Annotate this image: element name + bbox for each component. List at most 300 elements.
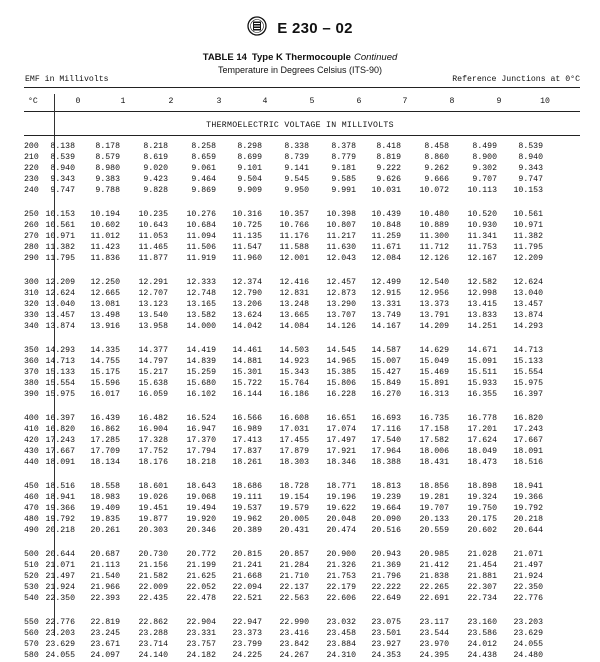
voltage-cell: 18.983	[90, 493, 120, 502]
voltage-cell: 23.160	[467, 618, 497, 627]
voltage-cell: 22.137	[279, 583, 309, 592]
voltage-cell: 17.328	[138, 436, 168, 445]
voltage-cell: 20.389	[232, 526, 262, 535]
voltage-cell: 15.933	[467, 379, 497, 388]
voltage-cell: 10.113	[467, 186, 497, 195]
voltage-cell: 21.838	[419, 572, 449, 581]
voltage-cell: 21.924	[513, 572, 543, 581]
voltage-cell: 15.554	[513, 368, 543, 377]
voltage-cell: 23.203	[45, 629, 75, 638]
voltage-cell: 12.416	[279, 278, 309, 287]
voltage-cell: 22.094	[232, 583, 262, 592]
voltage-cell: 8.579	[95, 153, 120, 162]
voltage-cell: 12.291	[138, 278, 168, 287]
row-temperature: 390	[24, 390, 39, 399]
voltage-cell: 21.796	[371, 572, 401, 581]
voltage-cell: 22.734	[467, 594, 497, 603]
voltage-cell: 9.383	[95, 175, 120, 184]
voltage-cell: 17.243	[513, 425, 543, 434]
table-row	[0, 651, 600, 662]
voltage-cell: 12.209	[45, 278, 75, 287]
voltage-cell: 9.061	[191, 164, 216, 173]
voltage-cell: 8.138	[50, 142, 75, 151]
voltage-cell: 14.797	[138, 357, 168, 366]
table-row	[0, 153, 600, 164]
voltage-cell: 14.713	[513, 346, 543, 355]
voltage-cell: 14.251	[467, 322, 497, 331]
voltage-cell: 15.259	[186, 368, 216, 377]
voltage-cell: 22.222	[371, 583, 401, 592]
voltage-cell: 21.668	[232, 572, 262, 581]
table-top-rule	[24, 87, 580, 88]
voltage-cell: 17.413	[232, 436, 262, 445]
voltage-cell: 13.373	[419, 300, 449, 309]
voltage-cell: 20.730	[138, 550, 168, 559]
voltage-cell: 12.665	[90, 289, 120, 298]
voltage-cell: 11.012	[90, 232, 120, 241]
voltage-cell: 8.940	[518, 153, 543, 162]
row-temperature: 330	[24, 311, 39, 320]
voltage-cell: 21.710	[279, 572, 309, 581]
voltage-cell: 11.960	[232, 254, 262, 263]
table-row	[0, 186, 600, 197]
voltage-cell: 18.473	[467, 458, 497, 467]
emf-label: EMF in Millivolts	[25, 75, 109, 84]
voltage-cell: 17.116	[371, 425, 401, 434]
voltage-cell: 15.133	[45, 368, 75, 377]
voltage-cell: 15.385	[326, 368, 356, 377]
voltage-cell: 21.412	[419, 561, 449, 570]
voltage-cell: 22.904	[186, 618, 216, 627]
voltage-cell: 8.819	[376, 153, 401, 162]
table-subtitle: Temperature in Degrees Celsius (ITS-90)	[217, 65, 383, 75]
table-row	[0, 572, 600, 583]
voltage-cell: 21.497	[45, 572, 75, 581]
astm-logo-icon	[247, 15, 267, 42]
voltage-cell: 17.624	[467, 436, 497, 445]
voltage-cell: 23.927	[371, 640, 401, 649]
voltage-cell: 14.629	[419, 346, 449, 355]
voltage-cell: 18.516	[45, 482, 75, 491]
voltage-cell: 21.156	[138, 561, 168, 570]
voltage-cell: 9.464	[191, 175, 216, 184]
voltage-cell: 9.181	[331, 164, 356, 173]
voltage-cell: 13.498	[90, 311, 120, 320]
voltage-cell: 15.975	[45, 390, 75, 399]
column-header-0: 0	[75, 97, 81, 106]
voltage-cell: 24.225	[232, 651, 262, 660]
voltage-cell: 12.084	[371, 254, 401, 263]
voltage-cell: 10.561	[513, 210, 543, 219]
voltage-cell: 12.250	[90, 278, 120, 287]
row-temperature: 550	[24, 618, 39, 627]
voltage-cell: 14.755	[90, 357, 120, 366]
voltage-cell: 23.245	[90, 629, 120, 638]
voltage-cell: 13.415	[467, 300, 497, 309]
voltage-cell: 21.454	[467, 561, 497, 570]
table-row	[0, 175, 600, 186]
voltage-cell: 24.310	[326, 651, 356, 660]
voltage-cell: 12.540	[419, 278, 449, 287]
voltage-cell: 10.520	[467, 210, 497, 219]
voltage-cell: 8.779	[331, 153, 356, 162]
voltage-cell: 21.497	[513, 561, 543, 570]
column-header-8: 8	[449, 97, 455, 106]
voltage-cell: 19.111	[232, 493, 262, 502]
row-temperature: 450	[24, 482, 39, 491]
voltage-cell: 19.962	[232, 515, 262, 524]
voltage-cell: 9.909	[237, 186, 262, 195]
voltage-cell: 18.431	[419, 458, 449, 467]
voltage-cell: 14.084	[279, 322, 309, 331]
voltage-cell: 18.218	[186, 458, 216, 467]
voltage-cell: 14.587	[371, 346, 401, 355]
voltage-cell: 15.849	[371, 379, 401, 388]
voltage-cell: 14.209	[419, 322, 449, 331]
voltage-cell: 19.409	[90, 504, 120, 513]
voltage-cell: 17.243	[45, 436, 75, 445]
voltage-cell: 15.427	[371, 368, 401, 377]
voltage-cell: 15.975	[513, 379, 543, 388]
voltage-cell: 11.135	[232, 232, 262, 241]
voltage-cell: 11.712	[419, 243, 449, 252]
voltage-cell: 8.739	[284, 153, 309, 162]
voltage-cell: 24.395	[419, 651, 449, 660]
voltage-cell: 10.848	[371, 221, 401, 230]
voltage-cell: 8.699	[237, 153, 262, 162]
voltage-cell: 11.300	[419, 232, 449, 241]
voltage-cell: 16.820	[513, 414, 543, 423]
voltage-cell: 17.667	[45, 447, 75, 456]
voltage-cell: 20.943	[371, 550, 401, 559]
voltage-cell: 21.071	[45, 561, 75, 570]
voltage-cell: 16.904	[138, 425, 168, 434]
voltage-cell: 10.194	[90, 210, 120, 219]
voltage-cell: 8.418	[376, 142, 401, 151]
voltage-cell: 11.547	[232, 243, 262, 252]
voltage-cell: 23.501	[371, 629, 401, 638]
voltage-cell: 9.302	[472, 164, 497, 173]
voltage-cell: 20.303	[138, 526, 168, 535]
table-row	[0, 164, 600, 175]
voltage-cell: 14.126	[326, 322, 356, 331]
voltage-cell: 9.423	[143, 175, 168, 184]
column-header-10: 10	[540, 97, 550, 106]
voltage-cell: 16.524	[186, 414, 216, 423]
voltage-cell: 8.659	[191, 153, 216, 162]
table-continued: Continued	[353, 52, 398, 63]
table-row	[0, 515, 600, 526]
voltage-cell: 22.862	[138, 618, 168, 627]
voltage-cell: 12.956	[419, 289, 449, 298]
table-row	[0, 493, 600, 504]
table-row	[0, 640, 600, 651]
row-temperature: 440	[24, 458, 39, 467]
voltage-cell: 13.331	[371, 300, 401, 309]
voltage-cell: 19.750	[467, 504, 497, 513]
voltage-cell: 18.856	[419, 482, 449, 491]
voltage-cell: 20.431	[279, 526, 309, 535]
voltage-cell: 18.261	[232, 458, 262, 467]
voltage-cell: 23.799	[232, 640, 262, 649]
degree-column-header: °C	[28, 97, 38, 106]
voltage-cell: 17.497	[326, 436, 356, 445]
voltage-cell: 12.707	[138, 289, 168, 298]
voltage-cell: 10.725	[232, 221, 262, 230]
voltage-cell: 12.582	[467, 278, 497, 287]
voltage-cell: 11.259	[371, 232, 401, 241]
voltage-cell: 11.382	[513, 232, 543, 241]
voltage-cell: 23.331	[186, 629, 216, 638]
voltage-cell: 22.478	[186, 594, 216, 603]
voltage-cell: 22.350	[513, 583, 543, 592]
voltage-cell: 12.624	[45, 289, 75, 298]
voltage-cell: 18.091	[45, 458, 75, 467]
voltage-cell: 14.000	[186, 322, 216, 331]
table-row	[0, 436, 600, 447]
voltage-cell: 15.301	[232, 368, 262, 377]
voltage-cell: 11.341	[467, 232, 497, 241]
voltage-cell: 17.752	[138, 447, 168, 456]
table-row	[0, 594, 600, 605]
row-temperature: 360	[24, 357, 39, 366]
voltage-cell: 17.201	[467, 425, 497, 434]
row-temperature: 460	[24, 493, 39, 502]
voltage-cell: 22.009	[138, 583, 168, 592]
voltage-cell: 11.671	[371, 243, 401, 252]
voltage-cell: 16.313	[419, 390, 449, 399]
voltage-cell: 13.874	[513, 311, 543, 320]
voltage-cell: 19.792	[45, 515, 75, 524]
document-id: E 230 – 02	[277, 20, 353, 37]
voltage-cell: 19.451	[138, 504, 168, 513]
voltage-cell: 8.218	[143, 142, 168, 151]
voltage-cell: 18.558	[90, 482, 120, 491]
voltage-cell: 21.753	[326, 572, 356, 581]
row-temperature: 580	[24, 651, 39, 660]
voltage-cell: 13.206	[232, 300, 262, 309]
voltage-cell: 18.601	[138, 482, 168, 491]
voltage-cell: 22.393	[90, 594, 120, 603]
voltage-cell: 17.031	[279, 425, 309, 434]
row-temperature: 510	[24, 561, 39, 570]
voltage-cell: 14.293	[513, 322, 543, 331]
voltage-cell: 19.324	[467, 493, 497, 502]
voltage-cell: 14.293	[45, 346, 75, 355]
voltage-cell: 20.133	[419, 515, 449, 524]
voltage-cell: 11.877	[138, 254, 168, 263]
voltage-cell: 16.778	[467, 414, 497, 423]
voltage-cell: 17.667	[513, 436, 543, 445]
voltage-cell: 13.958	[138, 322, 168, 331]
voltage-cell: 9.020	[143, 164, 168, 173]
row-temperature: 240	[24, 186, 39, 195]
voltage-cell: 18.303	[279, 458, 309, 467]
voltage-cell: 20.218	[45, 526, 75, 535]
table-row	[0, 232, 600, 243]
voltage-cell: 23.714	[138, 640, 168, 649]
voltage-cell: 22.563	[279, 594, 309, 603]
voltage-cell: 15.596	[90, 379, 120, 388]
voltage-cell: 13.749	[371, 311, 401, 320]
voltage-cell: 18.091	[513, 447, 543, 456]
row-temperature: 470	[24, 504, 39, 513]
voltage-cell: 21.199	[186, 561, 216, 570]
voltage-cell: 24.267	[279, 651, 309, 660]
voltage-cell: 19.792	[513, 504, 543, 513]
voltage-cell: 23.629	[513, 629, 543, 638]
column-header-1: 1	[120, 97, 126, 106]
row-temperature: 400	[24, 414, 39, 423]
voltage-cell: 21.113	[90, 561, 120, 570]
voltage-cell: 14.923	[279, 357, 309, 366]
table-row	[0, 526, 600, 537]
voltage-cell: 10.235	[138, 210, 168, 219]
voltage-cell: 17.285	[90, 436, 120, 445]
table-row	[0, 482, 600, 493]
table-row	[0, 210, 600, 221]
voltage-cell: 10.561	[45, 221, 75, 230]
voltage-cell: 10.930	[467, 221, 497, 230]
voltage-cell: 13.874	[45, 322, 75, 331]
voltage-cell: 10.357	[279, 210, 309, 219]
voltage-cell: 12.001	[279, 254, 309, 263]
voltage-cell: 21.241	[232, 561, 262, 570]
voltage-cell: 17.370	[186, 436, 216, 445]
row-temperature: 540	[24, 594, 39, 603]
voltage-cell: 15.891	[419, 379, 449, 388]
voltage-cell: 9.747	[518, 175, 543, 184]
row-temperature: 380	[24, 379, 39, 388]
voltage-cell: 20.644	[45, 550, 75, 559]
table-row	[0, 618, 600, 629]
voltage-cell: 19.579	[279, 504, 309, 513]
voltage-cell: 10.971	[45, 232, 75, 241]
table-row	[0, 243, 600, 254]
voltage-cell: 18.006	[419, 447, 449, 456]
voltage-cell: 10.439	[371, 210, 401, 219]
voltage-cell: 9.869	[191, 186, 216, 195]
voltage-cell: 10.889	[419, 221, 449, 230]
voltage-cell: 11.382	[45, 243, 75, 252]
voltage-cell: 12.499	[371, 278, 401, 287]
voltage-cell: 21.881	[467, 572, 497, 581]
voltage-cell: 19.622	[326, 504, 356, 513]
voltage-cell: 13.290	[326, 300, 356, 309]
voltage-cell: 16.186	[279, 390, 309, 399]
row-temperature: 480	[24, 515, 39, 524]
voltage-cell: 12.374	[232, 278, 262, 287]
voltage-cell: 24.012	[467, 640, 497, 649]
voltage-cell: 20.900	[326, 550, 356, 559]
table-row	[0, 221, 600, 232]
table-row	[0, 390, 600, 401]
voltage-cell: 13.248	[279, 300, 309, 309]
voltage-cell: 12.126	[419, 254, 449, 263]
voltage-cell: 22.052	[186, 583, 216, 592]
voltage-cell: 12.915	[371, 289, 401, 298]
table-row	[0, 425, 600, 436]
voltage-cell: 20.005	[279, 515, 309, 524]
voltage-cell: 17.158	[419, 425, 449, 434]
voltage-cell: 9.666	[424, 175, 449, 184]
voltage-cell: 13.916	[90, 322, 120, 331]
voltage-cell: 18.941	[45, 493, 75, 502]
table-row	[0, 346, 600, 357]
table-row	[0, 379, 600, 390]
voltage-cell: 8.298	[237, 142, 262, 151]
voltage-cell: 20.175	[467, 515, 497, 524]
voltage-cell: 24.140	[138, 651, 168, 660]
voltage-cell: 15.764	[279, 379, 309, 388]
voltage-cell: 19.707	[419, 504, 449, 513]
voltage-cell: 16.989	[232, 425, 262, 434]
voltage-cell: 14.671	[467, 346, 497, 355]
voltage-cell: 12.167	[467, 254, 497, 263]
voltage-cell: 15.217	[138, 368, 168, 377]
voltage-cell: 8.940	[50, 164, 75, 173]
row-temperature: 420	[24, 436, 39, 445]
voltage-cell: 12.790	[232, 289, 262, 298]
voltage-cell: 16.862	[90, 425, 120, 434]
voltage-cell: 18.388	[371, 458, 401, 467]
voltage-cell: 15.049	[419, 357, 449, 366]
voltage-cell: 20.985	[419, 550, 449, 559]
voltage-cell: 8.539	[50, 153, 75, 162]
voltage-cell: 22.307	[467, 583, 497, 592]
voltage-cell: 19.920	[186, 515, 216, 524]
voltage-cell: 9.707	[472, 175, 497, 184]
voltage-cell: 24.182	[186, 651, 216, 660]
voltage-cell: 14.839	[186, 357, 216, 366]
voltage-cell: 9.747	[50, 186, 75, 195]
voltage-cell: 9.222	[376, 164, 401, 173]
voltage-cell: 23.117	[419, 618, 449, 627]
voltage-cell: 22.265	[419, 583, 449, 592]
voltage-cell: 13.457	[513, 300, 543, 309]
voltage-cell: 13.081	[90, 300, 120, 309]
voltage-cell: 13.540	[138, 311, 168, 320]
voltage-cell: 11.053	[138, 232, 168, 241]
voltage-cell: 15.511	[467, 368, 497, 377]
voltage-cell: 16.059	[138, 390, 168, 399]
voltage-cell: 20.602	[467, 526, 497, 535]
voltage-cell: 16.482	[138, 414, 168, 423]
reference-junctions-label: Reference Junctions at 0°C	[452, 75, 580, 84]
voltage-cell: 17.921	[326, 447, 356, 456]
voltage-banner: THERMOELECTRIC VOLTAGE IN MILLIVOLTS	[206, 121, 394, 130]
voltage-cell: 23.458	[326, 629, 356, 638]
voltage-cell: 17.540	[371, 436, 401, 445]
voltage-cell: 16.228	[326, 390, 356, 399]
voltage-cell: 23.629	[45, 640, 75, 649]
table-row	[0, 583, 600, 594]
voltage-cell: 15.554	[45, 379, 75, 388]
voltage-cell: 13.707	[326, 311, 356, 320]
voltage-cell: 10.276	[186, 210, 216, 219]
column-header-7: 7	[402, 97, 408, 106]
voltage-cell: 24.353	[371, 651, 401, 660]
row-temperature: 560	[24, 629, 39, 638]
table-row	[0, 311, 600, 322]
voltage-cell: 9.343	[518, 164, 543, 173]
voltage-cell: 13.665	[279, 311, 309, 320]
voltage-cell: 20.218	[513, 515, 543, 524]
voltage-cell: 22.990	[279, 618, 309, 627]
table-row	[0, 142, 600, 153]
row-temperature: 320	[24, 300, 39, 309]
voltage-cell: 20.516	[371, 526, 401, 535]
